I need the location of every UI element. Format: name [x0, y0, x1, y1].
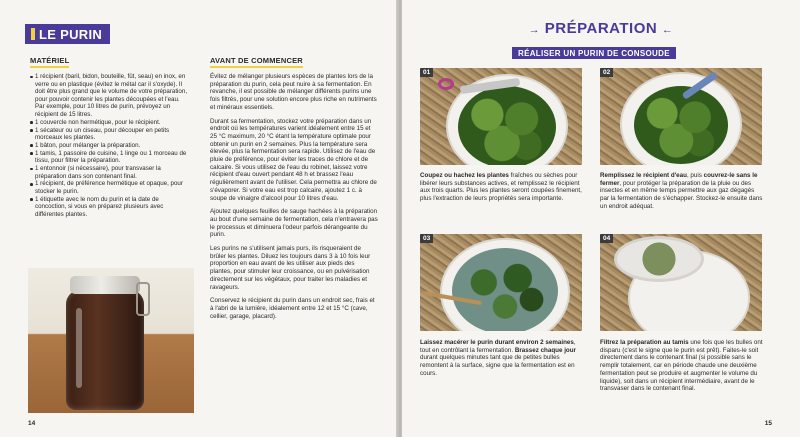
step-bold: Filtrez la préparation au tamis — [600, 339, 689, 346]
step-bold: Remplissez le récipient d'eau — [600, 172, 687, 179]
preparation-heading — [402, 20, 800, 38]
paragraph: Les purins ne s'utilisent jamais purs, ils risqueraient de brûler les plantes. Diluez les toujours dans 3 à 10 fois leur proportion en eau avant de les utiliser aux pieds des plantes, pour stimuler leur croissance, ou en pulvérisation directement sur les végétaux, pour traiter les maladies et ravageurs. — [210, 245, 371, 291]
step-body: fraîches ou sèches pour libérer leurs substances actives, et remplissez le récipient aux trois quarts. Plus les plantes seront coupées finement, plus l'extraction de leurs propriétés sera importante. — [420, 172, 582, 203]
step-body: , pour protéger la préparation de la pluie ou des insectes et en même temps permettre aux gaz dégagés par la fermentation de s'échapper. Stockez-le ensuite dans un endroit adéquat. — [600, 179, 763, 210]
avant-column — [210, 73, 378, 326]
list-item: 1 bâton, pour mélanger la préparation. — [30, 142, 190, 150]
paragraph: Durant sa fermentation, stockez votre préparation dans un endroit où les températures varient idéalement entre 15 et 25 °C maximum, 20 °C étant la température optimale pour obtenir un purin en 2 semaines. Plus la température sera élevée, plus la fermentation sera rapide. Utilisez de l'eau de pluie de préférence, pour éviter les traces de chlore et de calcaire. Si vous utilisez de l'eau du robinet, laissez votre récipient d'eau ouvert pendant 48 h et brassez l'eau régulièrement avant de l'utiliser. Cela permettra au chlore de s'évaporer. Si votre eau est trop calcaire, ajoutez 1 c. à soupe de vinaigre d'alcool pour 10 litres d'eau. — [210, 117, 377, 202]
step-number: 04 — [600, 234, 613, 243]
arrow-left-icon: ← — [661, 24, 674, 36]
step-01-text — [420, 172, 584, 203]
step-number: 01 — [420, 68, 433, 77]
list-item: 1 récipient (baril, bidon, bouteille, fût, seau) en inox, en verre ou en plastique (évitez le métal car il s'oxyde). Il doit être plus grand que le volume de votre préparation, pour pouvoir contenir les plantes découpées et l'eau. Par exemple, pour 10 litres de purin, prévoyez un récipient de 15 litres. — [30, 73, 190, 119]
avant-heading: AVANT DE COMMENCER — [210, 56, 303, 68]
left-page — [0, 0, 398, 437]
list-item: 1 sécateur ou un ciseau, pour découper en petits morceaux les plantes. — [30, 127, 190, 142]
step-body: durant quelques minutes tant que de petites bulles remontent à la surface, signe que la fermentation est en cours. — [420, 354, 575, 377]
list-item: 1 couvercle non hermétique, pour le récipient. — [30, 119, 190, 127]
jar-lid — [70, 276, 140, 294]
jar-clamp — [136, 282, 150, 316]
step-04-text — [600, 339, 764, 393]
preparation-title — [529, 20, 674, 37]
paragraph: Ajoutez quelques feuilles de sauge hachées à la préparation au bout d'une semaine de fermentation, cela n'entravera pas le processus et diminuera l'odeur parfois dérangeante du purin. — [210, 208, 378, 239]
paragraph: Évitez de mélanger plusieurs espèces de plantes lors de la préparation du purin, cela peut nuire à sa fermentation. En revanche, il est possible de mélanger différents purins une fois filtrés, pour une solution encore plus riche en nutriments et minéraux essentiels. — [210, 73, 377, 111]
step-02-photo — [600, 68, 762, 165]
paragraph: Conservez le récipient du purin dans un endroit sec, frais et à l'abri de la lumière, idéalement entre 12 et 15 °C (cave, cellier, garage, placard). — [210, 297, 375, 320]
step-02-text — [600, 172, 764, 211]
list-item: 1 tamis, 1 passoire de cuisine, 1 linge ou 1 morceau de tissu, pour filtrer la préparation. — [30, 150, 190, 165]
section-title-text: LE PURIN — [39, 27, 103, 42]
title-accent — [31, 28, 35, 40]
step-number: 02 — [600, 68, 613, 77]
jar-shine — [76, 308, 82, 388]
list-item: 1 étiquette avec le nom du purin et la date de concoction, si vous en préparez plusieurs avec différentes plantes. — [30, 196, 190, 219]
step-03-text — [420, 339, 584, 378]
arrow-right-icon: → — [528, 24, 541, 36]
section-title — [25, 24, 110, 44]
sieve — [614, 236, 704, 282]
preparation-subtitle: RÉALISER UN PURIN DE CONSOUDE — [512, 47, 676, 59]
step-bold: couvrez-le sans le fermer — [600, 172, 758, 187]
step-03-photo — [420, 234, 582, 331]
comfrey-leaves — [634, 86, 728, 164]
step-04-photo — [600, 234, 762, 331]
list-item: 1 entonnoir (si nécessaire), pour transvaser la préparation dans son contenant final. — [30, 165, 190, 180]
purin-jar-photo — [28, 268, 194, 413]
subtitle-wrap — [512, 43, 676, 61]
step-body: , puis — [686, 172, 704, 179]
step-bold: Laissez macérer le purin durant environ 2 semaines — [420, 339, 574, 346]
materiel-heading: MATÉRIEL — [30, 56, 69, 68]
preparation-title-text: PRÉPARATION — [544, 20, 658, 37]
comfrey-leaves — [458, 86, 556, 165]
step-bold: Brassez chaque jour — [514, 346, 576, 354]
materiel-list — [30, 73, 190, 219]
step-number: 03 — [420, 234, 433, 243]
step-01-photo — [420, 68, 582, 165]
page-number-left: 14 — [28, 420, 36, 427]
scissors-handle — [438, 78, 454, 90]
page-number-right: 15 — [764, 420, 772, 427]
step-body: une fois que les bulles ont disparu (c'est le signe que le purin est prêt). Faites-le soit directement dans le contenant final (si possible sans le remplir totalement, car en période chaude une deuxième fermentation peut se produire et augmenter le volume du liquide), soit dans un récipient intermédiaire, avant de le transvaser dans le contenant final. — [600, 339, 763, 393]
right-page — [402, 0, 800, 437]
macerating-purin — [452, 248, 558, 331]
step-body: , tout en contrôlant la fermentation. — [420, 339, 576, 354]
step-bold: Coupez ou hachez les plantes — [420, 172, 509, 179]
list-item: 1 récipient, de préférence hermétique et opaque, pour stocker le purin. — [30, 180, 190, 195]
